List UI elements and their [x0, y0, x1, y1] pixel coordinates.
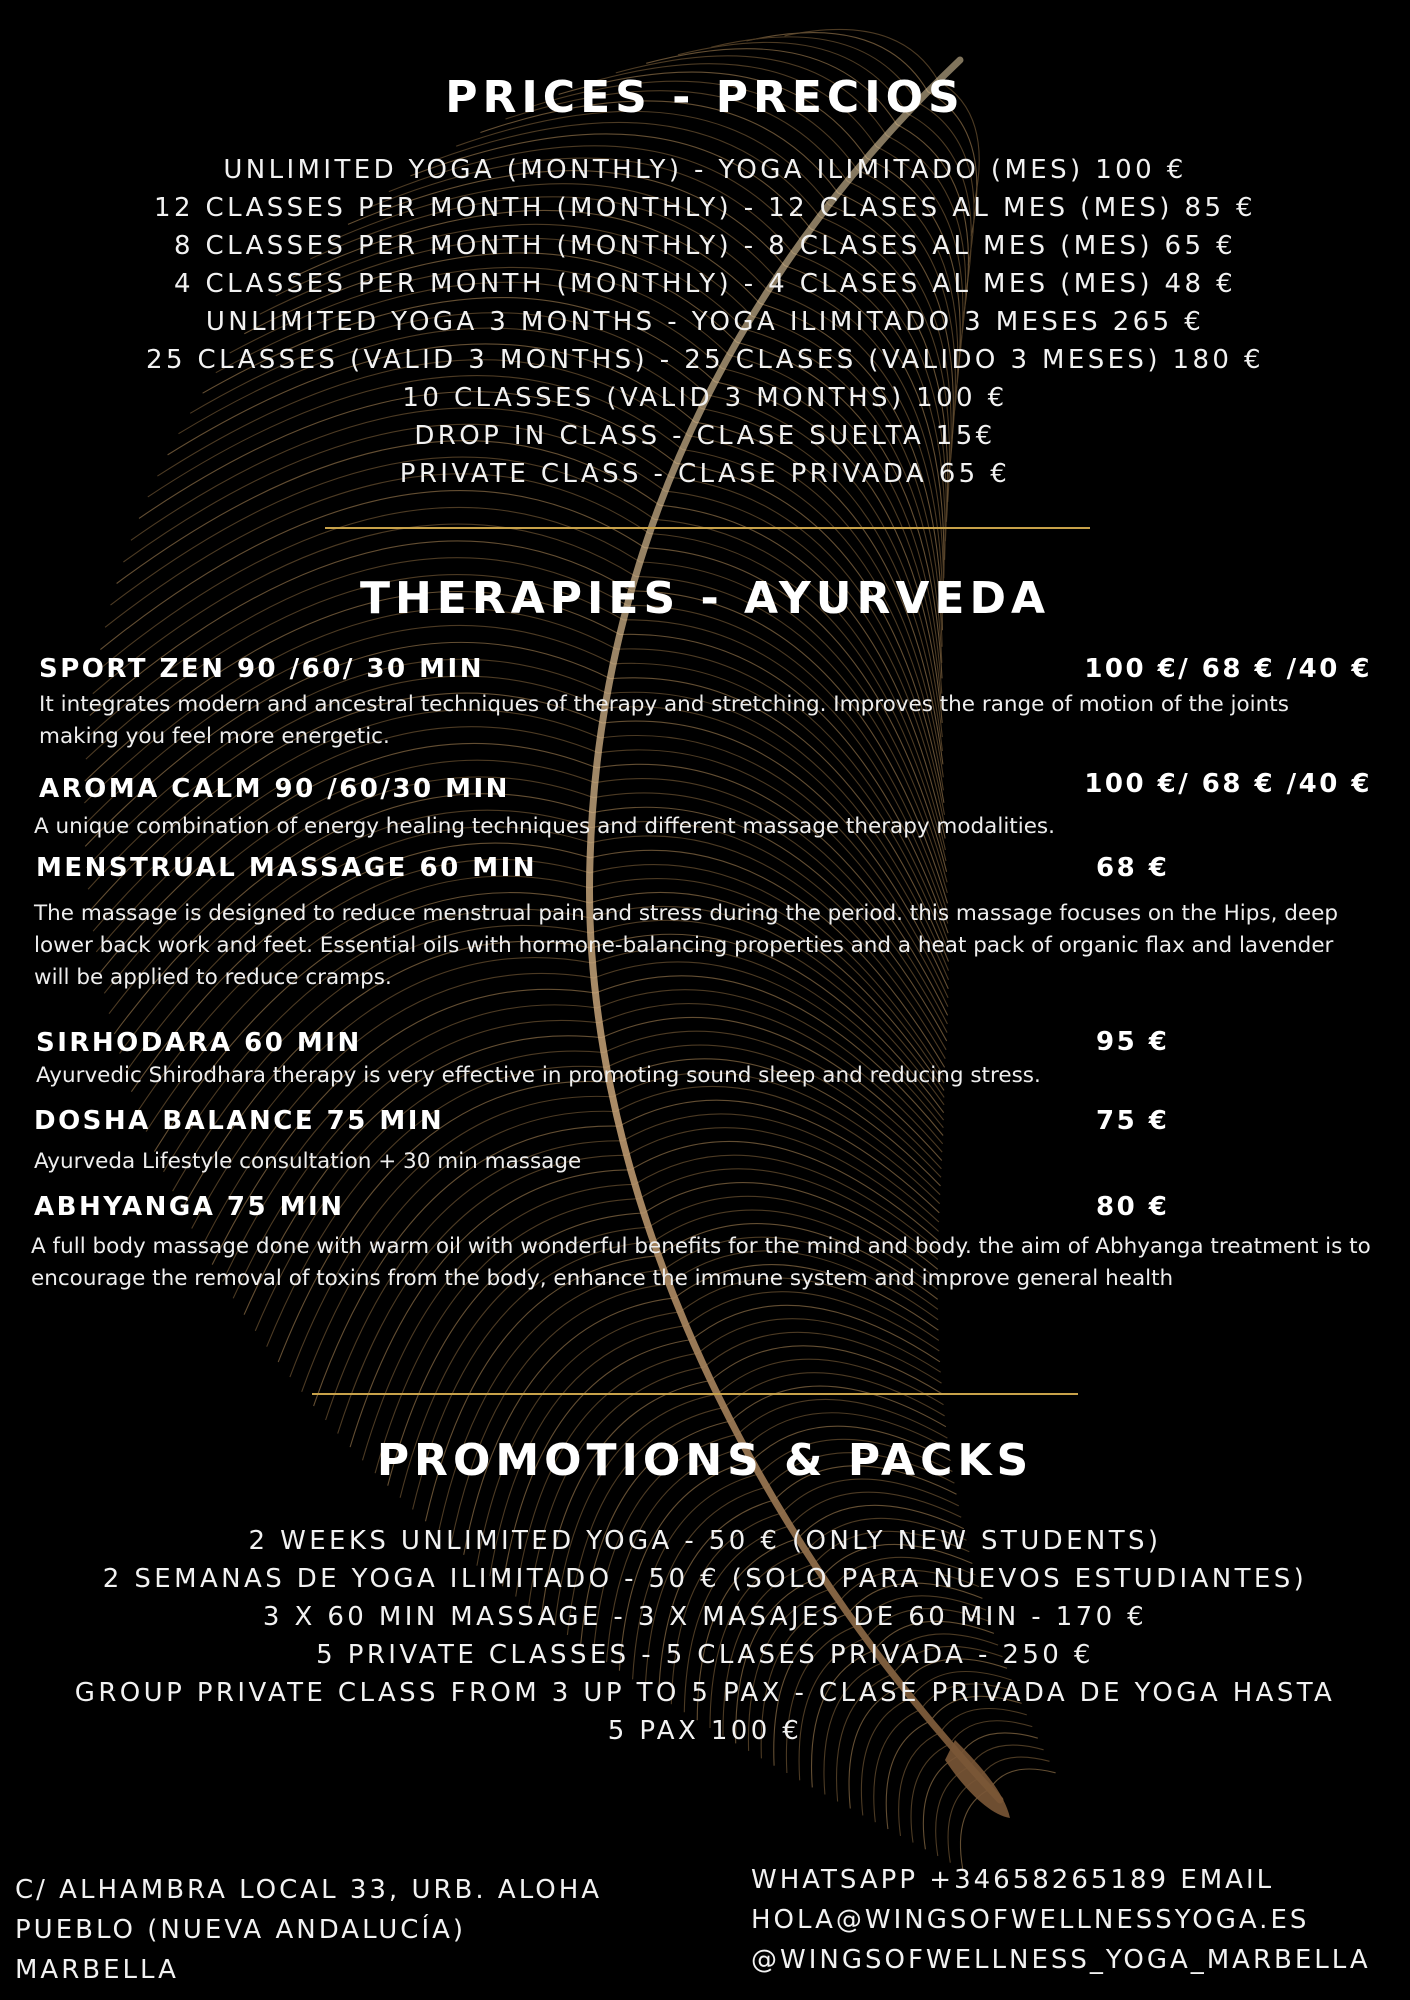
promotions-list: [0, 1522, 1410, 1750]
price-item: 12 CLASSES PER MONTH (MONTHLY) - 12 CLASES AL MES (MES) 85 €: [154, 193, 1256, 223]
therapy-title-abhyanga: ABHYANGA 75 MIN: [34, 1192, 345, 1222]
price-item: 4 CLASSES PER MONTH (MONTHLY) - 4 CLASES AL MES (MES) 48 €: [173, 269, 1237, 299]
therapy-desc-dosha-balance: Ayurveda Lifestyle consultation + 30 min massage: [34, 1149, 582, 1174]
therapy-desc-menstrual-massage: The massage is designed to reduce menstrual pain and stress during the period. this massage focuses on the Hips, deep lower back work and feet. Essential oils with hormone-balancing properties and a heat pack of organic flax and lavender will be applied to reduce cramps.: [34, 901, 1339, 990]
price-item: 8 CLASSES PER MONTH (MONTHLY) - 8 CLASES AL MES (MES) 65 €: [173, 231, 1237, 261]
price-item: PRIVATE CLASS - CLASE PRIVADA 65 €: [399, 459, 1011, 489]
price-item: 25 CLASSES (VALID 3 MONTHS) - 25 CLASES (VALIDO 3 MESES) 180 €: [146, 345, 1264, 375]
therapy-title-dosha-balance: DOSHA BALANCE 75 MIN: [34, 1106, 445, 1136]
therapy-title-menstrual-massage: MENSTRUAL MASSAGE 60 MIN: [36, 853, 538, 883]
promo-item: GROUP PRIVATE CLASS FROM 3 UP TO 5 PAX - CLASE PRIVADA DE YOGA HASTA: [74, 1678, 1336, 1708]
therapy-title-sirhodara: SIRHODARA 60 MIN: [36, 1028, 362, 1058]
therapy-price-sirhodara: 95 €: [1096, 1027, 1170, 1057]
promo-item: 3 X 60 MIN MASSAGE - 3 X MASAJES DE 60 MIN - 170 €: [262, 1602, 1148, 1632]
therapy-desc-aroma-calm: A unique combination of energy healing techniques and different massage therapy modalities.: [34, 814, 1055, 839]
therapy-price-dosha-balance: 75 €: [1096, 1106, 1170, 1136]
promo-item: 5 PAX 100 €: [607, 1716, 803, 1746]
price-item: UNLIMITED YOGA 3 MONTHS - YOGA ILIMITADO 3 MESES 265 €: [205, 307, 1205, 337]
therapy-desc-sport-zen: It integrates modern and ancestral techniques of therapy and stretching. Improves the range of motion of the joints making you feel more energetic.: [39, 692, 1289, 749]
therapy-desc-abhyanga: A full body massage done with warm oil with wonderful benefits for the mind and body. the aim of Abhyanga treatment is to encourage the removal of toxins from the body, enhance the immune system and improve general health: [31, 1234, 1371, 1291]
prices-list: [0, 151, 1410, 493]
email-link[interactable]: HOLA@WINGSOFWELLNESSYOGA.ES: [751, 1905, 1310, 1935]
price-item: UNLIMITED YOGA (MONTHLY) - YOGA ILIMITADO (MES) 100 €: [223, 155, 1187, 185]
address-block: [15, 1870, 602, 1990]
therapy-price-menstrual-massage: 68 €: [1096, 853, 1170, 883]
prices-heading: PRICES - PRECIOS: [445, 72, 965, 123]
promo-item: 2 WEEKS UNLIMITED YOGA - 50 € (ONLY NEW STUDENTS): [248, 1526, 1162, 1556]
therapy-price-aroma-calm: 100 €/ 68 € /40 €: [1084, 769, 1372, 799]
promo-item: 2 SEMANAS DE YOGA ILIMITADO - 50 € (SOLO PARA NUEVOS ESTUDIANTES): [102, 1564, 1308, 1594]
therapies-heading: THERAPIES - AYURVEDA: [359, 573, 1051, 624]
therapy-price-abhyanga: 80 €: [1096, 1192, 1170, 1222]
promo-item: 5 PRIVATE CLASSES - 5 CLASES PRIVADA - 250 €: [316, 1640, 1094, 1670]
address-line: MARBELLA: [15, 1955, 179, 1985]
promotions-heading: PROMOTIONS & PACKS: [376, 1435, 1034, 1486]
therapy-price-sport-zen: 100 €/ 68 € /40 €: [1084, 654, 1372, 684]
therapy-title-aroma-calm: AROMA CALM 90 /60/30 MIN: [39, 774, 510, 804]
address-line: C/ ALHAMBRA LOCAL 33, URB. ALOHA: [15, 1875, 603, 1905]
address-line: PUEBLO (NUEVA ANDALUCÍA): [15, 1915, 467, 1945]
gold-divider: [312, 1393, 1078, 1395]
contact-block: [751, 1860, 1371, 1980]
gold-divider: [325, 527, 1090, 529]
therapy-title-sport-zen: SPORT ZEN 90 /60/ 30 MIN: [39, 654, 484, 684]
price-item: 10 CLASSES (VALID 3 MONTHS) 100 €: [402, 383, 1008, 413]
therapy-desc-sirhodara: Ayurvedic Shirodhara therapy is very effective in promoting sound sleep and reducing stress.: [36, 1063, 1041, 1088]
instagram-link[interactable]: @WINGSOFWELLNESS_YOGA_MARBELLA: [751, 1945, 1371, 1975]
price-item: DROP IN CLASS - CLASE SUELTA 15€: [414, 421, 996, 451]
whatsapp-email-line[interactable]: WHATSAPP +34658265189 EMAIL: [751, 1865, 1275, 1895]
